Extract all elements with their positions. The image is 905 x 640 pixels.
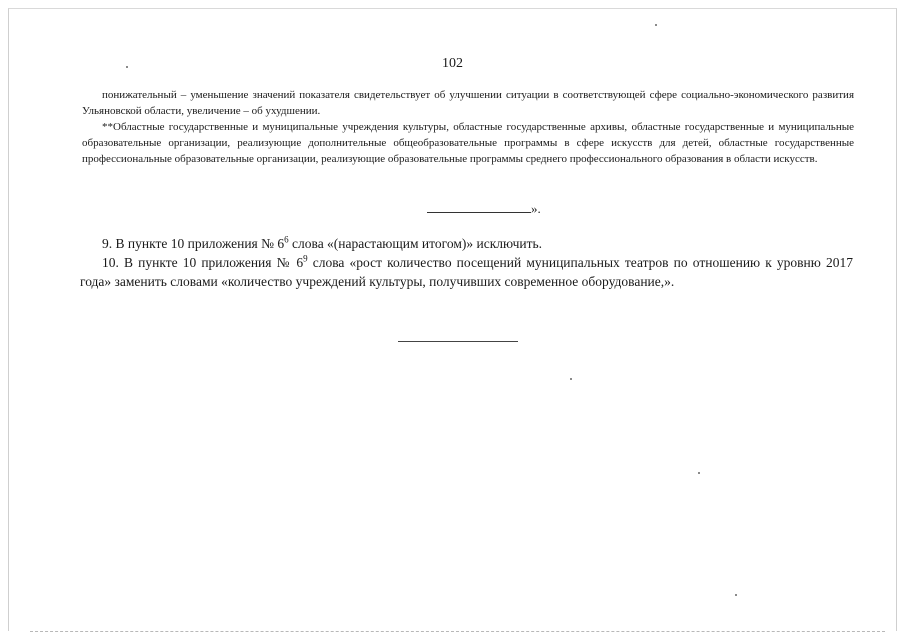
scan-speck: [655, 24, 657, 26]
footnote-institutions: **Областные государственные и муниципальные учреждения культуры, областные государственные архивы, областные государственные и муниципальные образовательные организации, реализующие дополнительные общеобразовательные программы в сфере искусств для детей, областные государственные профессиональные образовательные организации, реализующие образовательные программы среднего профессионального образования в области искусств.: [82, 121, 854, 165]
end-of-document-rule: [398, 341, 518, 342]
amendments: [80, 234, 853, 291]
amendment-item-9: [80, 234, 853, 253]
scan-speck: [126, 66, 128, 68]
footnotes: [82, 87, 854, 167]
page-bottom-edge: [30, 631, 885, 632]
scan-speck: [735, 594, 737, 596]
item-10-text-before: 10. В пункте 10 приложения № 6: [102, 255, 304, 270]
item-9-text-before: 9. В пункте 10 приложения № 6: [102, 236, 285, 251]
item-10-text-after: слова «рост количество посещений муниципальных театров по отношению к уровню 2017 года» заменить словами «количество учреждений культуры, получивших современное оборудование,».: [80, 255, 853, 289]
scan-speck: [698, 472, 700, 474]
item-9-superscript: 6: [284, 234, 289, 245]
item-10-superscript: 9: [303, 253, 308, 264]
scan-speck: [570, 378, 572, 380]
page-number: 102: [442, 56, 463, 71]
item-9-text-after: слова «(нарастающим итогом)» исключить.: [288, 236, 543, 251]
closing-rule: [427, 200, 531, 213]
footnote-indicator-direction: понижательный – уменьшение значений показателя свидетельствует об улучшении ситуации в соответствующей сфере социально-экономического развития Ульяновской области, увеличение – об ухудшении.: [82, 89, 854, 117]
closing-line: [427, 200, 541, 217]
closing-quote: ».: [531, 201, 541, 216]
amendment-item-10: [80, 253, 853, 291]
